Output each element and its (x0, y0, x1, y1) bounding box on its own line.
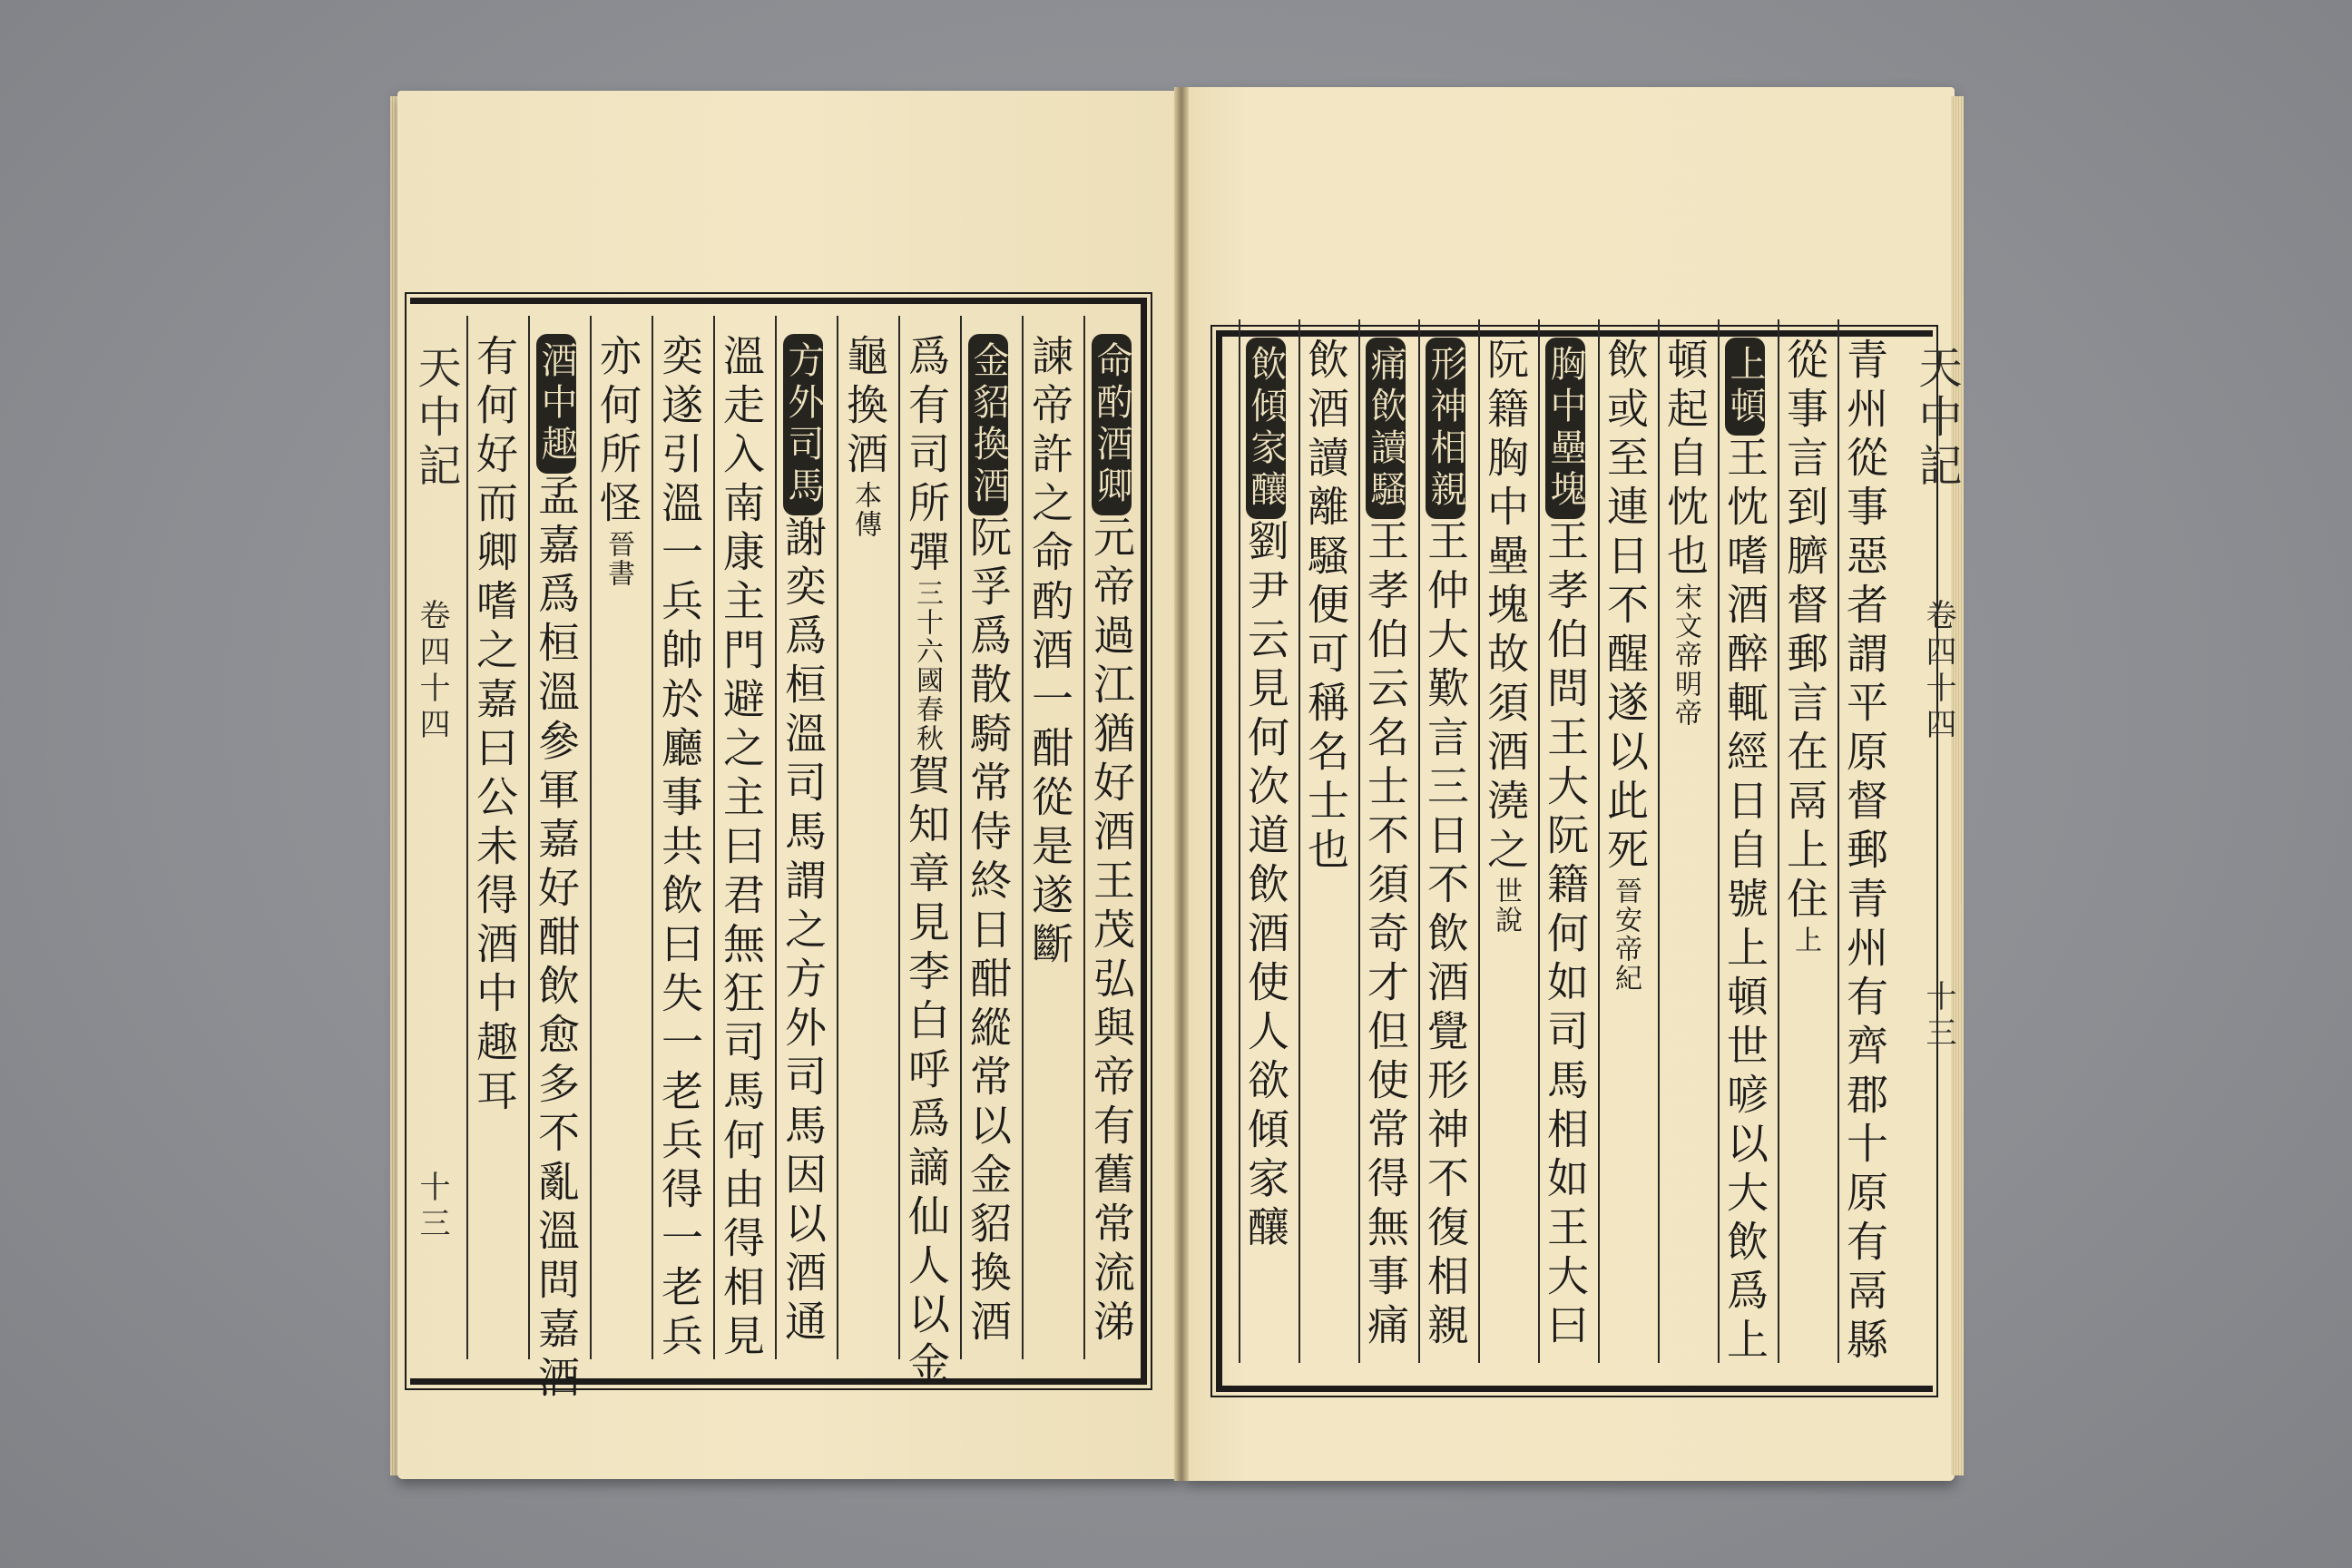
column-rule (466, 316, 468, 1359)
right-page-edge (1951, 96, 1964, 1475)
column-annotation: 宋文帝明帝 (1670, 583, 1701, 728)
book-gutter (1174, 87, 1189, 1481)
column-heading-tag: 痛飲讀騷 (1366, 338, 1406, 519)
column-text: 龜換酒 (840, 334, 889, 481)
left_page-column (1025, 334, 1074, 971)
right_page-column (1301, 338, 1350, 877)
column-text: 孟嘉爲桓溫參軍嘉好酣飲愈多不亂溫問嘉酒 (532, 474, 581, 1405)
column-text: 王忱嗜酒醉輒經日自號上頓世喭以大飲爲上 (1720, 436, 1769, 1367)
column-rule (1083, 316, 1085, 1359)
column-rule (1778, 319, 1779, 1363)
column-text: 劉尹云見何次道飲酒使人欲傾家釀 (1241, 519, 1290, 1254)
column-annotation: 晉書 (603, 530, 634, 588)
right_page-column (1840, 338, 1889, 1367)
column-heading-tag: 形神相親 (1426, 338, 1465, 519)
left_page-column (655, 334, 704, 1363)
right-margin-title: 天中記 (1911, 345, 1962, 492)
right_page-column (1361, 338, 1410, 1352)
right_page-column (1241, 338, 1290, 1254)
column-text: 飲酒讀離騷便可稱名士也 (1301, 338, 1350, 877)
column-rule (1022, 316, 1024, 1359)
column-text: 溫走入南康主門避之主曰君無狂司馬何由得相見 (717, 334, 766, 1363)
column-text: 亦何所怪 (593, 334, 642, 530)
right_page-column (1661, 338, 1710, 728)
column-rule (1598, 319, 1600, 1363)
column-rule (775, 316, 777, 1359)
column-rule (1298, 319, 1300, 1363)
right-margin-folio: 十三 (1920, 980, 1956, 1053)
right_page-column (1780, 338, 1829, 955)
right_page-column (1720, 338, 1769, 1367)
right-margin-volume: 卷四十四 (1920, 599, 1956, 744)
right_page-column (1601, 338, 1650, 993)
column-heading-tag: 酒中趣 (536, 334, 576, 474)
left-margin-title: 天中記 (410, 345, 461, 492)
column-rule (528, 316, 530, 1359)
left_page-column (902, 334, 951, 1390)
left_page-column (470, 334, 519, 1118)
column-annotation: 晉安帝紀 (1610, 877, 1642, 993)
right_page-column (1421, 338, 1470, 1352)
column-rule (1358, 319, 1360, 1363)
column-heading-tag: 胸中壘塊 (1545, 338, 1585, 519)
column-heading-tag: 方外司馬 (783, 334, 823, 515)
column-text: 從事言到臍督郵言在鬲上住 (1780, 338, 1829, 926)
column-text: 頓起自忱也 (1661, 338, 1710, 583)
column-text: 諫帝許之命酌酒一酣從是遂斷 (1025, 334, 1074, 971)
column-rule (1239, 319, 1240, 1363)
column-rule (652, 316, 653, 1359)
column-rule (837, 316, 838, 1359)
left-margin-volume: 卷四十四 (414, 599, 450, 744)
column-rule (1718, 319, 1720, 1363)
right_page-column (1541, 338, 1590, 1352)
left_page-column (964, 334, 1013, 1348)
column-rule (1658, 319, 1660, 1363)
column-text: 青州從事惡者謂平原督郵青州有齊郡十原有鬲縣 (1840, 338, 1889, 1367)
column-text-continued: 賀知章見李白呼爲謫仙人以金 (902, 753, 951, 1390)
column-heading-tag: 飲傾家釀 (1246, 338, 1286, 519)
column-rule (1838, 319, 1839, 1363)
column-text: 阮孚爲散騎常侍終日酣縱常以金貂換酒 (964, 515, 1013, 1348)
right_page-column (1481, 338, 1530, 935)
column-heading-tag: 上頓 (1725, 338, 1765, 436)
column-rule (960, 316, 962, 1359)
column-heading-tag: 命酌酒卿 (1092, 334, 1132, 515)
column-text: 元帝過江猶好酒王茂弘與帝有舊常流涕 (1087, 515, 1136, 1348)
column-text: 王孝伯問王大阮籍何如司馬相如王大曰 (1541, 519, 1590, 1352)
left-margin-folio: 十三 (414, 1171, 450, 1243)
left_page-column (717, 334, 766, 1363)
column-rule (1538, 319, 1540, 1363)
left_page-column (840, 334, 889, 539)
column-rule (1418, 319, 1420, 1363)
column-text: 王仲大歎言三日不飲酒覺形神不復相親 (1421, 519, 1470, 1352)
column-rule (590, 316, 592, 1359)
column-text: 謝奕爲桓溫司馬謂之方外司馬因以酒通 (779, 515, 828, 1348)
column-text: 爲有司所彈 (902, 334, 951, 579)
column-text: 王孝伯云名士不須奇才但使常得無事痛 (1361, 519, 1410, 1352)
column-annotation: 上 (1789, 926, 1821, 955)
column-text: 飲或至連日不醒遂以此死 (1601, 338, 1650, 877)
left_page-column (779, 334, 828, 1348)
column-rule (898, 316, 900, 1359)
left_page-column (532, 334, 581, 1405)
column-rule (1478, 319, 1480, 1363)
column-rule (713, 316, 715, 1359)
column-annotation: 世說 (1490, 877, 1522, 935)
column-text: 有何好而卿嗜之嘉曰公未得酒中趣耳 (470, 334, 519, 1118)
column-annotation: 本傳 (849, 481, 881, 539)
column-text: 阮籍胸中壘塊故須酒澆之 (1481, 338, 1530, 877)
column-text: 奕遂引溫一兵帥於廳事共飲曰失一老兵得一老兵 (655, 334, 704, 1363)
left_page-column (593, 334, 642, 588)
column-heading-tag: 金貂換酒 (968, 334, 1008, 515)
left_page-column (1087, 334, 1136, 1348)
column-annotation: 三十六國春秋 (911, 579, 943, 753)
